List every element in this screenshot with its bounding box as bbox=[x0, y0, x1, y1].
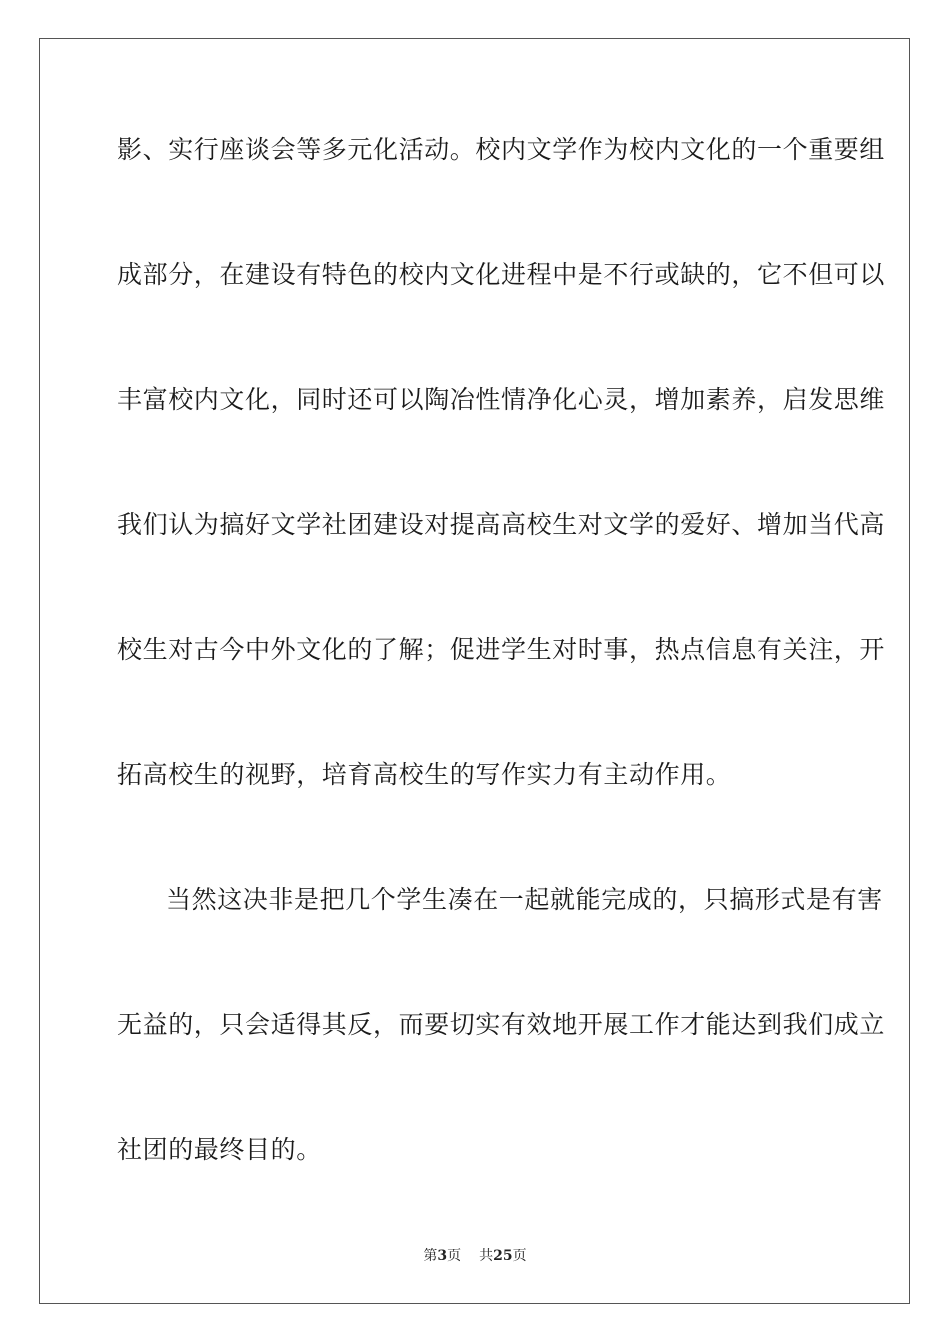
page-footer bbox=[0, 1247, 950, 1265]
body-text-line: 丰富校内文化，同时还可以陶冶性情净化心灵，增加素养，启发思维 bbox=[117, 385, 886, 414]
body-text-line: 校生对古今中外文化的了解；促进学生对时事，热点信息有关注，开 bbox=[117, 635, 886, 664]
page-border bbox=[39, 38, 910, 1304]
footer-total-prefix: 共 bbox=[479, 1248, 494, 1264]
body-text-line: 无益的，只会适得其反，而要切实有效地开展工作才能达到我们成立 bbox=[117, 1010, 886, 1039]
body-text-line: 社团的最终目的。 bbox=[117, 1135, 322, 1164]
body-text-line: 我们认为搞好文学社团建设对提高高校生对文学的爱好、增加当代高 bbox=[117, 510, 886, 539]
footer-total-pages: 25 bbox=[493, 1248, 513, 1264]
body-text-line: 成部分，在建设有特色的校内文化进程中是不行或缺的，它不但可以 bbox=[117, 260, 886, 289]
paragraph-first-line: 当然这决非是把几个学生凑在一起就能完成的，只搞形式是有害 bbox=[166, 885, 883, 914]
body-text-line: 拓高校生的视野，培育高校生的写作实力有主动作用。 bbox=[117, 760, 732, 789]
footer-page-unit: 页 bbox=[447, 1248, 462, 1264]
footer-page-prefix: 第 bbox=[423, 1248, 438, 1264]
footer-total-unit: 页 bbox=[512, 1248, 527, 1264]
body-text-line: 影、实行座谈会等多元化活动。校内文学作为校内文化的一个重要组 bbox=[117, 135, 886, 164]
footer-page-number: 3 bbox=[437, 1248, 448, 1264]
